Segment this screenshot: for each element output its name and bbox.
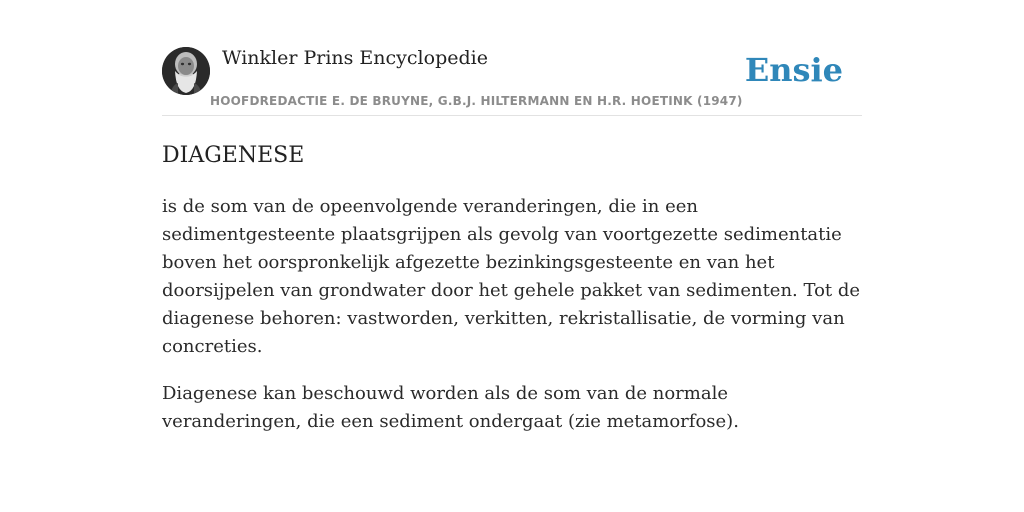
editors-credit: HOOFDREDACTIE E. DE BRUYNE, G.B.J. HILTERMANN EN H.R. HOETINK (1947) [210,94,743,108]
entry-title: DIAGENESE [162,143,305,168]
page [162,0,862,436]
article-body [162,193,862,436]
article-paragraph: Diagenese kan beschouwd worden als de som van de normale veranderingen, die een sediment ondergaat (zie metamorfose). [162,383,739,432]
portrait-icon [162,47,210,95]
ensie-logo[interactable]: Ensie [744,51,843,89]
encyclopedia-title[interactable]: Winkler Prins Encyclopedie [222,47,488,69]
article-paragraph: is de som van de opeenvolgende veranderingen, die in een sedimentgesteente plaatsgrijpen als gevolg van voortgezette sedimentatie boven het oorspronkelijk afgezette bezinkingsgesteente en van het doorsijpelen van grondwater door het gehele pakket van sedimenten. Tot de diagenese behoren: vastworden, verkitten, rekristallisatie, de vorming van concreties. [162,196,861,357]
header [162,46,862,116]
avatar[interactable] [162,47,210,95]
